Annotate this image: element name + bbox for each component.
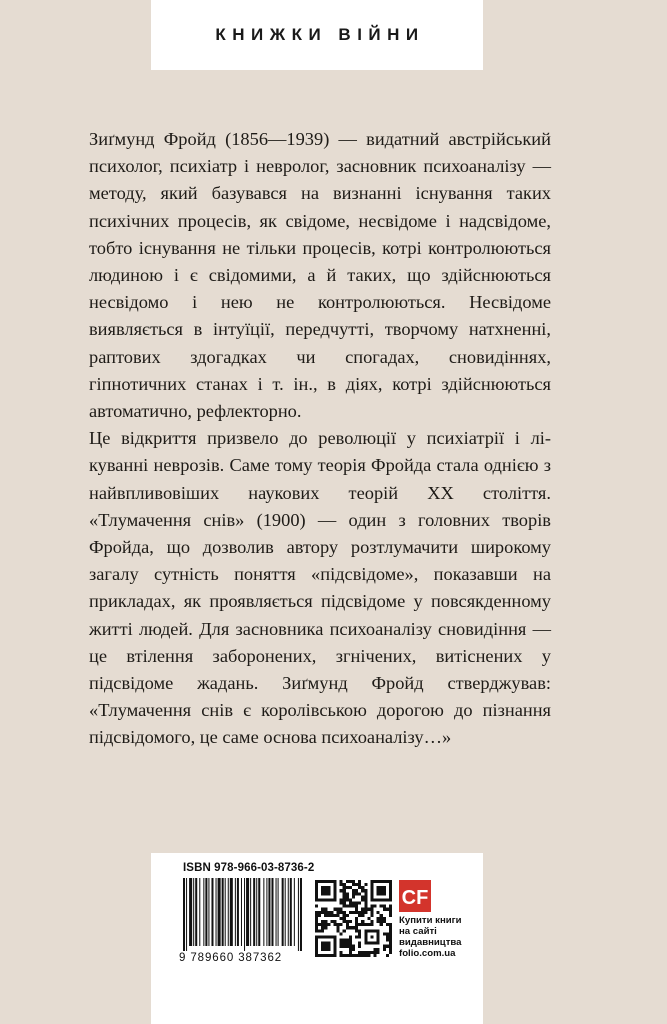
qr-module [343,945,346,948]
barcode-bar [266,878,267,946]
qr-module [358,880,361,883]
qr-module [358,954,361,957]
barcode-bars [183,878,303,951]
qr-module [346,880,349,883]
qr-module [343,939,346,942]
qr-module [389,926,392,929]
qr-module [386,954,389,957]
qr-module [343,892,346,895]
qr-module [343,917,346,920]
qr-module [343,902,346,905]
qr-code-icon [315,880,392,957]
barcode-bar [271,878,273,946]
qr-module [364,883,367,886]
qr-module [324,911,327,914]
qr-module [358,935,361,938]
qr-module [370,911,373,914]
qr-module [352,926,355,929]
qr-module [383,917,386,920]
qr-module [346,926,349,929]
qr-module [349,905,352,908]
barcode-bar [288,878,289,946]
qr-module [337,908,340,911]
qr-module [355,926,358,929]
qr-module [349,942,352,945]
qr-module [364,895,367,898]
barcode-bar [237,878,239,946]
qr-module [346,914,349,917]
barcode-bar [282,878,284,946]
barcode-bar [186,878,187,951]
qr-module [370,951,373,954]
qr-align [370,935,373,938]
qr-module [346,945,349,948]
qr-finder [321,886,330,895]
qr-module [340,880,343,883]
qr-module [358,892,361,895]
qr-module [380,914,383,917]
qr-module [355,917,358,920]
qr-module [333,923,336,926]
qr-module [355,920,358,923]
qr-module [361,898,364,901]
qr-module [361,923,364,926]
qr-module [349,920,352,923]
qr-module [389,932,392,935]
qr-module [315,923,318,926]
qr-module [361,886,364,889]
qr-module [352,945,355,948]
barcode-bar [230,878,233,946]
qr-module [343,905,346,908]
qr-module [361,895,364,898]
qr-module [380,905,383,908]
promo-line: на сайті [399,926,437,937]
barcode-bar [250,878,251,946]
barcode-bar [211,878,213,946]
barcode-bar [235,878,236,946]
barcode-bar [203,878,204,946]
qr-module [389,914,392,917]
qr-module [358,902,361,905]
qr-module [374,948,377,951]
qr-module [333,920,336,923]
qr-module [374,954,377,957]
qr-module [349,886,352,889]
qr-module [352,911,355,914]
barcode-digits: 9 789660 387362 [179,952,283,964]
promo-line: Купити книги [399,915,462,926]
qr-module [377,948,380,951]
qr-module [346,920,349,923]
qr-module [315,917,318,920]
qr-module [389,942,392,945]
qr-module [343,889,346,892]
qr-module [327,914,330,917]
qr-module [364,923,367,926]
qr-module [346,886,349,889]
annotation-paragraph-1: Зиґмунд Фройд (1856—1939) — видатний австрійський психолог, психіатр і невролог, засновник психоаналізу — методу, який базувався на визнанні існування таких психічних процесів, як свідоме, несвідоме і надсвідоме, тобто існування не тільки процесів, котрі контролюються людиною і є свідомими, а й таких, що здійснюються несвідомо і нею не контролюються. Несвідоме виявляється в інтуїції, передчутті, творчому натхненні, раптових здогадках чи спогадах, сновидіннях, гіпнотичних станах і т. ін., в діях, котрі здійснюються автоматично, рефлекторно. [89,129,551,422]
qr-module [346,895,349,898]
qr-module [352,905,355,908]
isbn-label: ISBN 978-966-03-8736-2 [183,862,315,874]
qr-module [340,898,343,901]
qr-module [343,914,346,917]
series-title: КНИЖКИ ВІЙНИ [215,25,425,44]
qr-module [352,902,355,905]
qr-module [340,954,343,957]
qr-module [383,905,386,908]
barcode-bar [285,878,286,946]
qr-module [327,923,330,926]
qr-module [349,951,352,954]
qr-module [330,920,333,923]
qr-module [315,920,318,923]
qr-module [389,929,392,932]
qr-module [352,883,355,886]
qr-module [374,905,377,908]
qr-module [337,923,340,926]
qr-module [386,932,389,935]
qr-module [346,898,349,901]
qr-module [389,939,392,942]
barcode-bar [199,878,200,946]
qr-module [355,935,358,938]
qr-module [389,945,392,948]
qr-module [324,920,327,923]
qr-module [367,908,370,911]
qr-module [364,954,367,957]
qr-module [349,902,352,905]
qr-module [318,929,321,932]
qr-module [321,929,324,932]
qr-module [349,898,352,901]
qr-module [383,920,386,923]
qr-module [352,948,355,951]
qr-module [355,892,358,895]
qr-module [355,929,358,932]
qr-module [386,945,389,948]
qr-module [315,929,318,932]
qr-module [386,939,389,942]
qr-module [364,908,367,911]
publisher-promo [399,915,462,959]
qr-module [355,911,358,914]
barcode-bar [193,878,194,946]
qr-module [364,902,367,905]
qr-module [315,914,318,917]
barcode-bar [278,878,279,946]
qr-module [370,914,373,917]
barcode-bar [268,878,270,946]
qr-module [346,905,349,908]
qr-module [377,917,380,920]
barcode-bar [228,878,229,946]
qr-module [337,914,340,917]
barcode-bar [189,878,192,946]
qr-module [340,951,343,954]
qr-module [380,920,383,923]
qr-module [343,883,346,886]
barcode-bar [298,878,299,951]
qr-module [380,923,383,926]
promo-line[interactable]: folio.com.ua [399,948,456,959]
qr-module [358,911,361,914]
barcode-bar [241,878,242,946]
barcode-bar [222,878,224,946]
qr-module [355,908,358,911]
qr-module [358,951,361,954]
qr-module [340,939,343,942]
qr-module [343,898,346,901]
qr-module [346,954,349,957]
qr-module [358,886,361,889]
qr-module [377,951,380,954]
qr-module [315,905,318,908]
qr-module [315,926,318,929]
qr-module [346,942,349,945]
barcode-bar [263,878,264,946]
qr-module [380,917,383,920]
qr-module [340,908,343,911]
qr-module [370,908,373,911]
qr-module [321,908,324,911]
barcode-bar [218,878,221,946]
barcode-bar [183,878,185,951]
qr-module [389,935,392,938]
qr-module [358,883,361,886]
qr-module [333,908,336,911]
qr-module [352,954,355,957]
barcode-bar [208,878,209,946]
qr-finder [377,886,386,895]
qr-module [340,902,343,905]
qr-module [358,914,361,917]
qr-module [389,911,392,914]
qr-finder [321,942,330,951]
barcode-bar [294,878,295,946]
qr-module [324,923,327,926]
barcode-bar [244,878,245,951]
qr-module [377,911,380,914]
qr-module [358,929,361,932]
qr-module [315,911,318,914]
qr-module [367,951,370,954]
barcode-bar [300,878,302,951]
qr-module [324,908,327,911]
qr-module [364,889,367,892]
qr-module [321,911,324,914]
qr-module [386,908,389,911]
qr-module [340,911,343,914]
qr-module [349,948,352,951]
qr-module [349,954,352,957]
barcode-bar [276,878,277,946]
annotation-paragraph-2: Це відкриття призвело до революції у психіатрії і лікуванні неврозів. Саме тому теорія Фройда стала однією з найвпливовіших наукових теорій XX століття. «Тлумачення снів» (1900) — один з головних творів Фройда, що дозволив автору розтлумачити широкому загалу сутність поняття «підсвідоме», показавши на прикладах, як проявляється підсвідоме у повсякденному житті людей. Для засновника психоаналізу сновидіння — це втілення заборонених, згнічених, витіснених у підсвідоме жадань. Зиґмунд Фройд стверджував: «Тлумачення снів є королівською дорогою до пізнання підсвідомого, це саме основа психоаналізу…» [89,428,551,748]
qr-module [361,954,364,957]
promo-line: видавництва [399,937,462,948]
qr-module [321,920,324,923]
qr-module [355,923,358,926]
barcode-bar [225,878,226,946]
annotation-text [89,126,551,752]
qr-module [333,914,336,917]
qr-module [352,880,355,883]
barcode-bar [216,878,217,946]
qr-module [340,889,343,892]
qr-module [337,929,340,932]
qr-module [346,923,349,926]
qr-module [337,911,340,914]
qr-module [361,920,364,923]
qr-module [377,920,380,923]
barcode-bar [253,878,255,946]
publisher-logo-text: CF [401,887,429,909]
qr-module [349,935,352,938]
series-banner [151,0,483,70]
qr-module [364,951,367,954]
qr-module [374,951,377,954]
qr-module [352,895,355,898]
qr-module [386,923,389,926]
qr-module [389,951,392,954]
qr-module [343,895,346,898]
qr-module [358,923,361,926]
qr-module [343,942,346,945]
qr-module [330,914,333,917]
barcode-bar [256,878,257,946]
qr-module [370,923,373,926]
barcode-bar [195,878,197,946]
qr-module [361,908,364,911]
qr-module [355,883,358,886]
qr-module [340,942,343,945]
qr-module [343,886,346,889]
qr-module [318,923,321,926]
qr-module [370,905,373,908]
qr-module [383,948,386,951]
qr-module [321,926,324,929]
qr-module [352,889,355,892]
qr-module [386,935,389,938]
qr-module [383,945,386,948]
qr-module [364,911,367,914]
qr-module [340,883,343,886]
qr-module [364,892,367,895]
qr-module [349,939,352,942]
qr-module [383,932,386,935]
qr-module [346,892,349,895]
qr-module [367,917,370,920]
qr-module [389,923,392,926]
qr-module [361,951,364,954]
qr-module [367,923,370,926]
barcode-bar [205,878,207,946]
qr-module [340,945,343,948]
publisher-logo-icon [399,880,431,912]
qr-module [364,898,367,901]
qr-module [340,932,343,935]
qr-module [355,902,358,905]
qr-module [340,923,343,926]
qr-module [349,911,352,914]
qr-module [358,932,361,935]
qr-module [383,908,386,911]
qr-module [318,911,321,914]
qr-module [389,908,392,911]
qr-module [367,954,370,957]
qr-module [389,905,392,908]
qr-module [349,880,352,883]
qr-module [389,948,392,951]
qr-module [343,929,346,932]
barcode-bar [290,878,292,946]
qr-module [352,892,355,895]
barcode-bar [258,878,260,946]
qr-module [370,920,373,923]
qr-module [324,926,327,929]
qr-module [321,923,324,926]
qr-module [361,889,364,892]
qr-module [337,926,340,929]
qr-module [343,954,346,957]
qr-module [364,905,367,908]
qr-module [330,911,333,914]
qr-module [318,914,321,917]
qr-module [343,920,346,923]
qr-module [358,945,361,948]
qr-module [343,911,346,914]
qr-module [324,914,327,917]
qr-module [340,917,343,920]
qr-module [361,911,364,914]
barcode-bar [246,878,249,946]
qr-module [349,926,352,929]
qr-module [349,945,352,948]
qr-module [355,954,358,957]
qr-module [355,905,358,908]
qr-module [346,939,349,942]
qr-module [358,942,361,945]
qr-module [327,911,330,914]
qr-module [355,889,358,892]
qr-module [361,914,364,917]
